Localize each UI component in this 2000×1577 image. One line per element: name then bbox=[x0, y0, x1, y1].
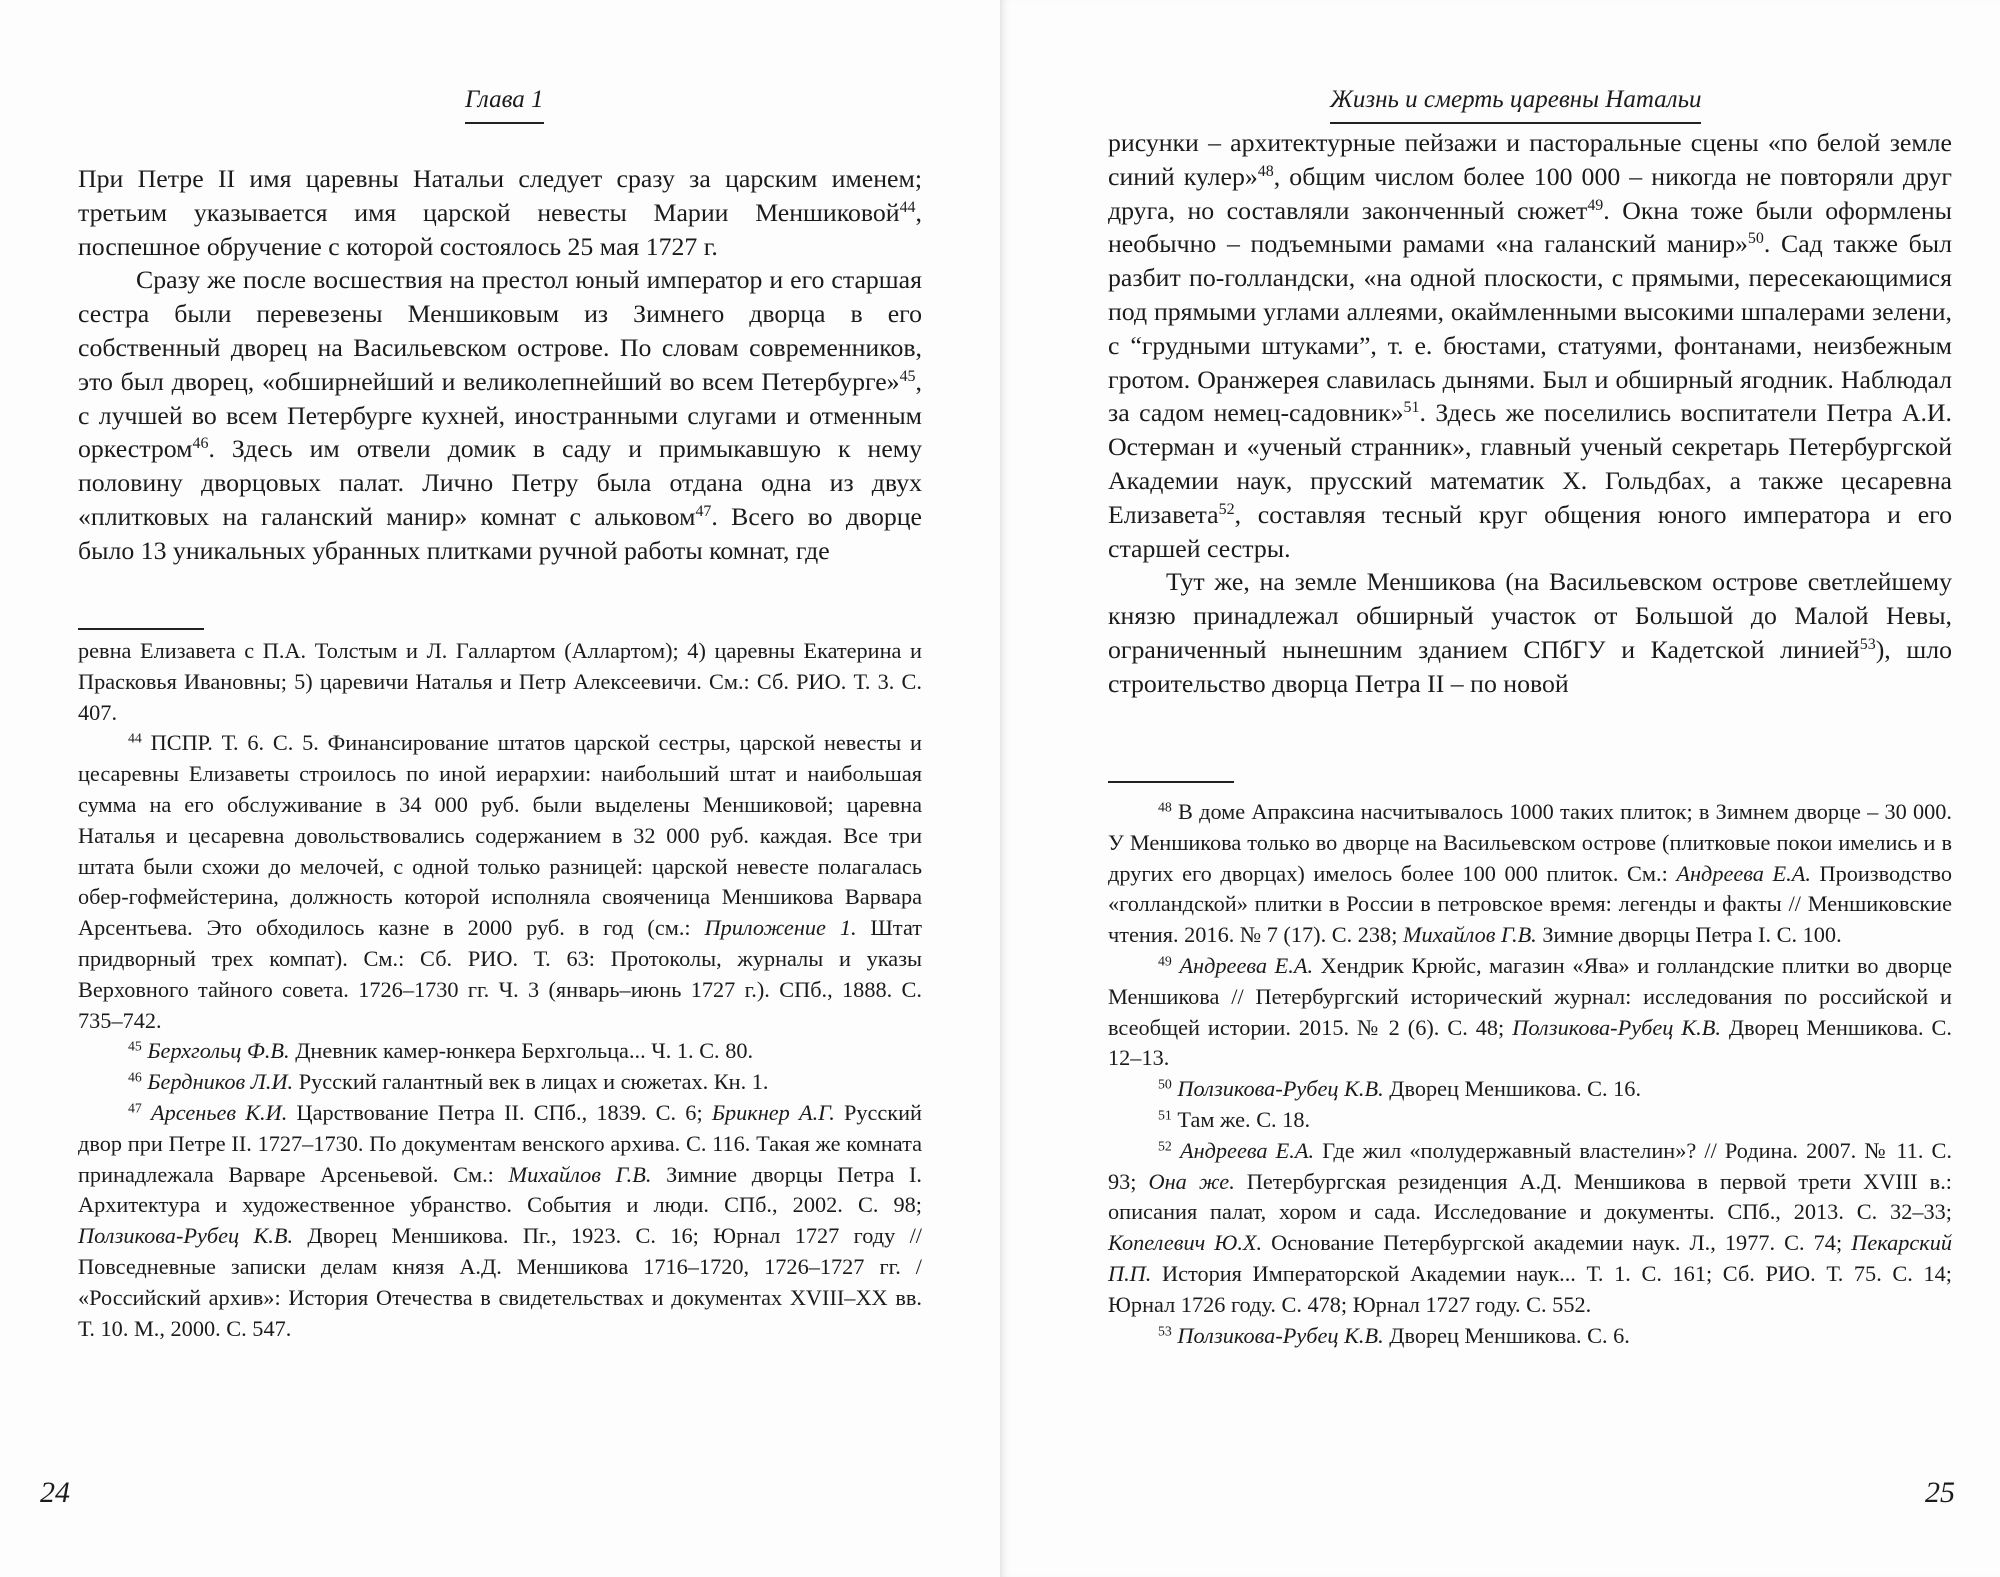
footnote-ref: 49 bbox=[1158, 953, 1172, 969]
footnote bbox=[1108, 951, 1952, 1074]
italic-text: Берхгольц Ф.В. bbox=[147, 1038, 290, 1064]
italic-text: Бердников Л.И. bbox=[147, 1069, 294, 1095]
italic-text: Копелевич Ю.Х. bbox=[1108, 1230, 1263, 1256]
text-run: Царствование Петра II. СПб., 1839. С. 6; bbox=[287, 1099, 712, 1125]
italic-text: Андреева Е.А. bbox=[1179, 952, 1314, 978]
italic-text: Михайлов Г.В. bbox=[1402, 922, 1537, 948]
italic-text: Ползикова-Рубец К.В. bbox=[1177, 1322, 1384, 1348]
running-head-text: Глава 1 bbox=[465, 86, 544, 113]
text-run: . Здесь им отвели домик в саду и примыкавшую к нему половину дворцовых палат. Лично Петру была отдана одна из двух «плитковых на галанский манир» комнат с альковом bbox=[78, 434, 922, 531]
text-run: Где жил «полудержавный властелин»? // Родина. 2007. № 11. С. 93; bbox=[1108, 1137, 1952, 1194]
running-head bbox=[1330, 86, 1701, 124]
footnote bbox=[78, 1036, 922, 1067]
text-run: Русский двор при Петре II. 1727–1730. По документам венского архива. С. 116. Такая же комната принадлежала Варваре Арсеньевой. См.: bbox=[78, 1099, 922, 1187]
text-run: Русский галантный век в лицах и сюжетах. Кн. 1. bbox=[293, 1069, 769, 1095]
paragraph bbox=[1108, 565, 1952, 700]
main-text bbox=[78, 162, 922, 568]
text-run: Дневник камер-юнкера Берхгольца... Ч. 1. С. 80. bbox=[289, 1038, 754, 1064]
text-run: . Всего во дворце было 13 уникальных убранных плитками ручной работы комнат, где bbox=[78, 501, 922, 565]
italic-text: Андреева Е.А. bbox=[1676, 860, 1811, 886]
text-run: Петербургская резиденция А.Д. Меншикова в первой трети XVIII в.: описания палат, хором и сада. Исследование и документы. СПб., 2013. С. 32–33; bbox=[1108, 1168, 1952, 1225]
text-run: рисунки – архитектурные пейзажи и пасторальные сцены «по белой земле синий кулер» bbox=[1108, 128, 1952, 191]
footnote-ref: 46 bbox=[192, 435, 209, 453]
footnote-ref: 46 bbox=[128, 1069, 142, 1085]
text-run: Основание Петербургской академии наук. Л., 1977. С. 74; bbox=[1262, 1230, 1852, 1256]
paragraph bbox=[78, 263, 922, 567]
text-run bbox=[142, 1100, 151, 1125]
footnote-ref: 51 bbox=[1403, 399, 1420, 417]
text-run: . Здесь же поселились воспитатели Петра А.И. Остерман и «ученый странник», главный ученый секретарь Петербургской Академии наук, прусский математик Х. Гольдбах, а также цесаревна Елизавета bbox=[1108, 398, 1953, 529]
page-number: 24 bbox=[40, 1476, 70, 1509]
footnote-ref: 52 bbox=[1158, 1138, 1172, 1154]
footnote-separator bbox=[1108, 781, 1234, 783]
text-run: Штат придворный трех компат). См.: Сб. РИО. Т. 63: Протоколы, журналы и указы Верховного тайного совета. 1726–1730 гг. Ч. 3 (январь–июнь 1727 г.). СПб., 1888. С. 735–742. bbox=[78, 915, 923, 1033]
text-run bbox=[1172, 1138, 1180, 1163]
footnote-ref: 50 bbox=[1747, 230, 1764, 248]
footnote-ref: 47 bbox=[128, 1100, 142, 1116]
footnote bbox=[1108, 1321, 1952, 1352]
text-run: ревна Елизавета с П.А. Толстым и Л. Галлартом (Аллартом); 4) царевны Екатерина и Прасковья Ивановны; 5) царевичи Наталья и Петр Алексеевичи. См.: Сб. РИО. Т. 3. С. 407. bbox=[78, 638, 922, 725]
text-run: Дворец Меншикова. С. 12–13. bbox=[1108, 1014, 1952, 1071]
text-run: . Сад также был разбит по-голландски, «на одной плоскости, с прямыми, пересекающимися под прямыми углами аллеями, окаймленными высокими шпалерами зелени, с “грудными штуками”, т. е. бюстами, статуями, фонтанами, неизбежным гротом. Оранжерея славилась дынями. Был и обширный ягодник. Наблюдал за садом немец-садовник» bbox=[1108, 229, 1952, 428]
text-run: , поспешное обручение с которой состоялось 25 мая 1727 г. bbox=[78, 197, 922, 261]
footnote bbox=[78, 636, 922, 728]
footnote-separator bbox=[78, 628, 204, 630]
text-run: Там же. С. 18. bbox=[1171, 1106, 1311, 1132]
text-run: В доме Апраксина насчитывалось 1000 таких плиток; в Зимнем дворце – 30 000. У Меншикова только во дворце на Васильевском острове (плитковые покои имелись и в других его дворцах) имелось более 100 000 плиток. См.: bbox=[1108, 799, 1952, 886]
footnote-ref: 51 bbox=[1158, 1107, 1172, 1123]
text-run: , составляя тесный круг общения юного императора и его старшей сестры. bbox=[1108, 499, 1952, 563]
italic-text: Михайлов Г.В. bbox=[508, 1161, 652, 1187]
running-head bbox=[465, 86, 544, 124]
italic-text: Она же. bbox=[1148, 1168, 1235, 1194]
running-head-rule bbox=[1330, 122, 1701, 124]
footnote bbox=[78, 728, 922, 1036]
italic-text: Ползикова-Рубец К.В. bbox=[78, 1223, 294, 1249]
footnote-ref: 48 bbox=[1257, 163, 1274, 180]
footnote-ref: 45 bbox=[128, 1038, 142, 1054]
italic-text: Арсеньев К.И. bbox=[151, 1099, 288, 1125]
text-run: Дворец Меншикова. Пг., 1923. С. 16; Юрнал 1727 году // Повседневные записки делам князя А.Д. Меншикова 1716–1720, 1726–1727 гг. / «Российский архив»: История Отечества в свидетельствах и документах XVIII–XX вв. Т. 10. М., 2000. С. 547. bbox=[78, 1223, 922, 1341]
footnote-ref: 53 bbox=[1158, 1322, 1172, 1338]
footnote-ref: 53 bbox=[1859, 636, 1876, 654]
right-page bbox=[1000, 0, 2000, 1577]
italic-text: Пекарский П.П. bbox=[1108, 1230, 1953, 1286]
text-run: Хендрик Крюйс, магазин «Ява» и голландские плитки во дворце Меншикова // Петербургский исторический журнал: исследования по российской и всеобщей истории. 2015. № 2 (6). С. 48; bbox=[1108, 952, 1952, 1040]
footnote bbox=[1108, 1136, 1952, 1321]
text-run: Производство «голландской» плитки в России в петровское время: легенды и факты // Меншиковские чтения. 2016. № 7 (17). С. 238; bbox=[1108, 860, 1953, 948]
italic-text: Приложение 1. bbox=[704, 915, 857, 941]
footnotes bbox=[78, 636, 922, 1344]
text-run: Сразу же после восшествия на престол юный император и его старшая сестра были перевезены Меншиковым из Зимнего дворца в его собственный дворец на Васильевском острове. По словам современников, это был дворец, «обширнейший и великолепнейший во всем Петербурге» bbox=[78, 265, 922, 396]
footnote-ref: 52 bbox=[1218, 500, 1235, 518]
text-run: История Императорской Академии наук... Т. 1. С. 161; Сб. РИО. Т. 75. С. 14; Юрнал 1726 году. С. 478; Юрнал 1727 году. С. 552. bbox=[1108, 1260, 1952, 1317]
footnote-ref: 50 bbox=[1158, 1076, 1172, 1092]
main-text bbox=[1108, 126, 1952, 701]
footnote-ref: 45 bbox=[899, 367, 916, 385]
text-run: Зимние дворцы Петра I. Архитектура и художественное убранство. События и люди. СПб., 2002. С. 98; bbox=[78, 1161, 923, 1218]
footnote-ref: 44 bbox=[899, 199, 916, 216]
footnote-ref: 47 bbox=[695, 503, 712, 521]
footnote-ref: 49 bbox=[1587, 196, 1604, 214]
footnote bbox=[1108, 797, 1952, 951]
italic-text: Андреева Е.А. bbox=[1179, 1137, 1315, 1163]
text-run: При Петре II имя царевны Натальи следует сразу за царским именем; третьим указывается имя царской невесты Марии Меншиковой bbox=[78, 164, 922, 227]
running-head-rule bbox=[465, 122, 544, 124]
text-run: , общим числом более 100 000 – никогда не повторяли друг друга, но составляли законченный сюжет bbox=[1108, 161, 1952, 225]
footnotes bbox=[1108, 797, 1952, 1351]
text-run: , с лучшей во всем Петербурге кухней, иностранными слугами и отменным оркестром bbox=[78, 366, 922, 464]
footnote bbox=[78, 1098, 922, 1344]
running-head-text: Жизнь и смерть царевны Натальи bbox=[1330, 86, 1702, 113]
text-run: ), шло строительство дворца Петра II – по новой bbox=[1108, 634, 1953, 698]
text-run: Тут же, на земле Меншикова (на Васильевском острове светлейшему князю принадлежал обширный участок от Большой до Малой Невы, ограниченный нынешним зданием СПбГУ и Кадетской линией bbox=[1108, 567, 1952, 664]
text-run: Дворец Меншикова. С. 16. bbox=[1383, 1076, 1642, 1102]
text-run: . Окна тоже были оформлены необычно – подъемными рамами «на галанский манир» bbox=[1108, 195, 1953, 259]
footnote bbox=[78, 1067, 922, 1098]
italic-text: Ползикова-Рубец К.В. bbox=[1512, 1014, 1721, 1040]
text-run: Дворец Меншикова. С. 6. bbox=[1383, 1322, 1630, 1348]
footnote-ref: 48 bbox=[1158, 799, 1172, 815]
footnote bbox=[1108, 1105, 1952, 1136]
paragraph bbox=[78, 162, 922, 263]
text-run: ПСПР. Т. 6. С. 5. Финансирование штатов царской сестры, царской невесты и цесаревны Елизаветы строилось по иной иерархии: наибольший штат и наибольшая сумма на его обслуживание в 34 000 руб. были выделены Меншиковой; царевна Наталья и цесаревна довольствовались содержанием в 32 000 руб. каждая. Все три штата были схожи до мелочей, с одной только разницей: царской невесте полагалась обер-гофмейстерина, должность которой исполняла свояченица Меншикова Варвара Арсентьева. Это обходилось казне в 2000 руб. в год (см.: bbox=[78, 730, 922, 941]
text-run: Зимние дворцы Петра I. С. 100. bbox=[1536, 922, 1842, 948]
footnote bbox=[1108, 1074, 1952, 1105]
italic-text: Ползикова-Рубец К.В. bbox=[1177, 1076, 1384, 1102]
paragraph bbox=[1108, 126, 1952, 565]
italic-text: Брикнер А.Г. bbox=[711, 1099, 835, 1125]
footnote-ref: 44 bbox=[128, 730, 142, 746]
page-number: 25 bbox=[1925, 1476, 1955, 1509]
